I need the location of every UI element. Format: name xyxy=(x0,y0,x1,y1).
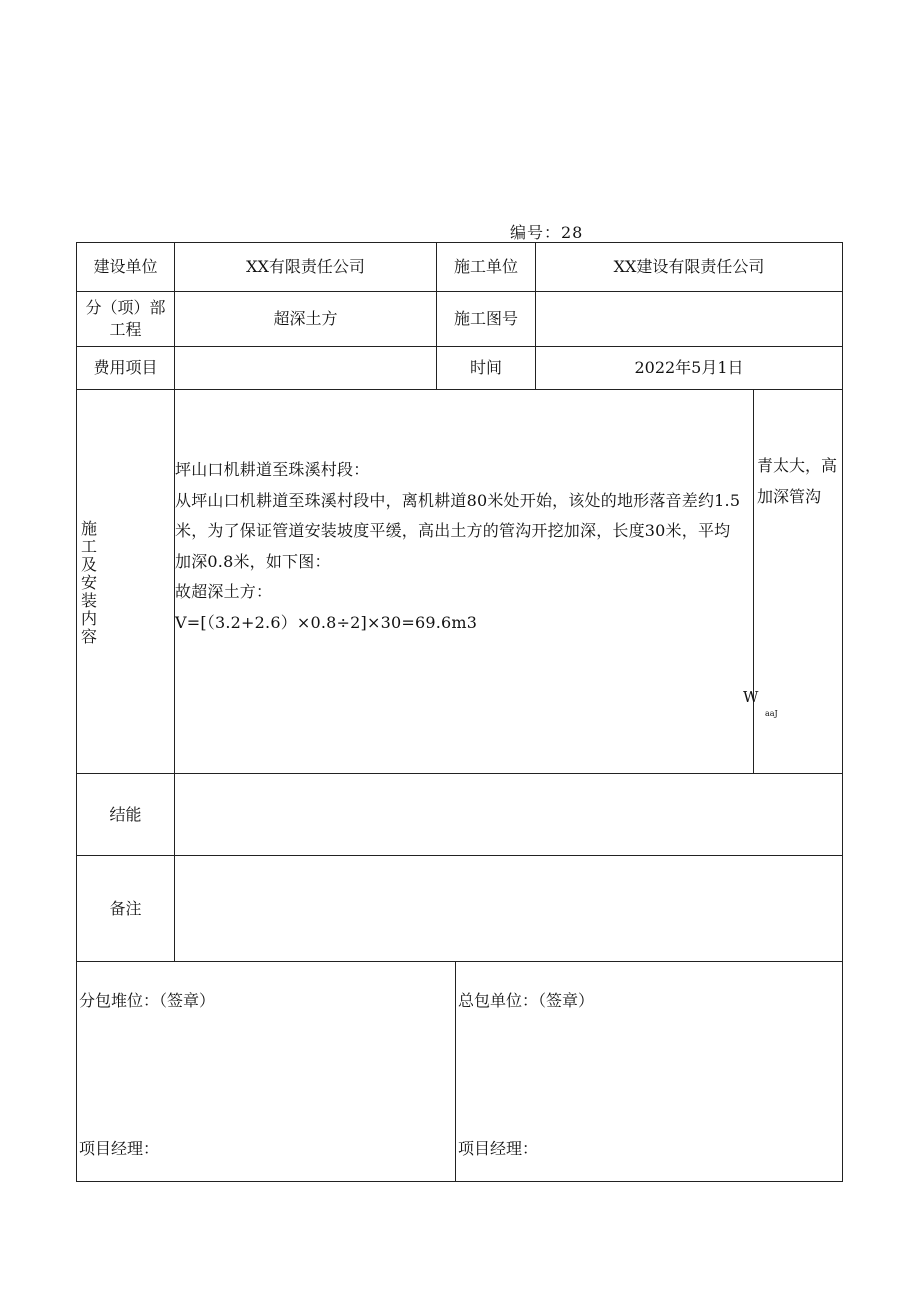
construction-unit-value: XX有限责任公司 xyxy=(246,257,365,276)
general-contractor-signature: 总包单位：（签章） xyxy=(458,991,595,1010)
content-line: V=[（3.2+2.6）×0.8÷2]×30=69.6m3 xyxy=(175,612,478,632)
mark-small: aaJ xyxy=(765,709,778,718)
subcontractor-manager: 项目经理： xyxy=(79,1139,160,1158)
date-label: 时间 xyxy=(469,358,502,377)
contractor-unit-label: 施工单位 xyxy=(453,257,518,276)
construction-unit-label: 建设单位 xyxy=(93,257,158,276)
side-note-line2: 加深管沟 xyxy=(757,487,822,506)
mark-w: W xyxy=(743,688,759,706)
remarks-value xyxy=(175,856,842,961)
contractor-unit-value: XX建设有限责任公司 xyxy=(613,257,765,276)
content-line: 故超深土方： xyxy=(175,582,273,601)
cost-item-value xyxy=(175,347,436,389)
general-contractor-manager: 项目经理： xyxy=(458,1139,539,1158)
subproject-value: 超深土方 xyxy=(273,309,338,328)
construction-content-text xyxy=(175,455,755,638)
remarks-label: 备注 xyxy=(109,898,142,918)
drawing-number-value xyxy=(536,292,842,346)
content-line: 米，为了保证管道安装坡度平缓，高出土方的管沟开挖加深，长度30米，平均 xyxy=(175,521,731,540)
subcontractor-signature: 分包堆位：（签章） xyxy=(79,991,216,1010)
side-note xyxy=(757,450,843,512)
document-number: 编号：28 xyxy=(510,223,584,242)
drawing-number-label: 施工图号 xyxy=(453,309,518,328)
conclusion-value xyxy=(175,774,842,855)
date-value: 2022年5月1日 xyxy=(634,358,744,377)
content-line: 从坪山口机耕道至珠溪村段中，离机耕道80米处开始，该处的地形落音差约1.5 xyxy=(175,490,741,510)
content-line: 坪山口机耕道至珠溪村段： xyxy=(175,460,370,479)
conclusion-label: 结能 xyxy=(109,804,142,824)
subproject-label xyxy=(77,292,174,346)
subproject-label-line2: 工程 xyxy=(109,320,142,339)
subproject-label-line1: 分（项）部 xyxy=(85,298,166,317)
construction-content-label: 施 工 及 安 装 内 容 xyxy=(80,519,97,646)
cost-item-label: 费用项目 xyxy=(93,358,158,377)
side-note-line1: 青太大，高 xyxy=(757,456,838,475)
content-line: 加深0.8米，如下图： xyxy=(175,551,331,571)
